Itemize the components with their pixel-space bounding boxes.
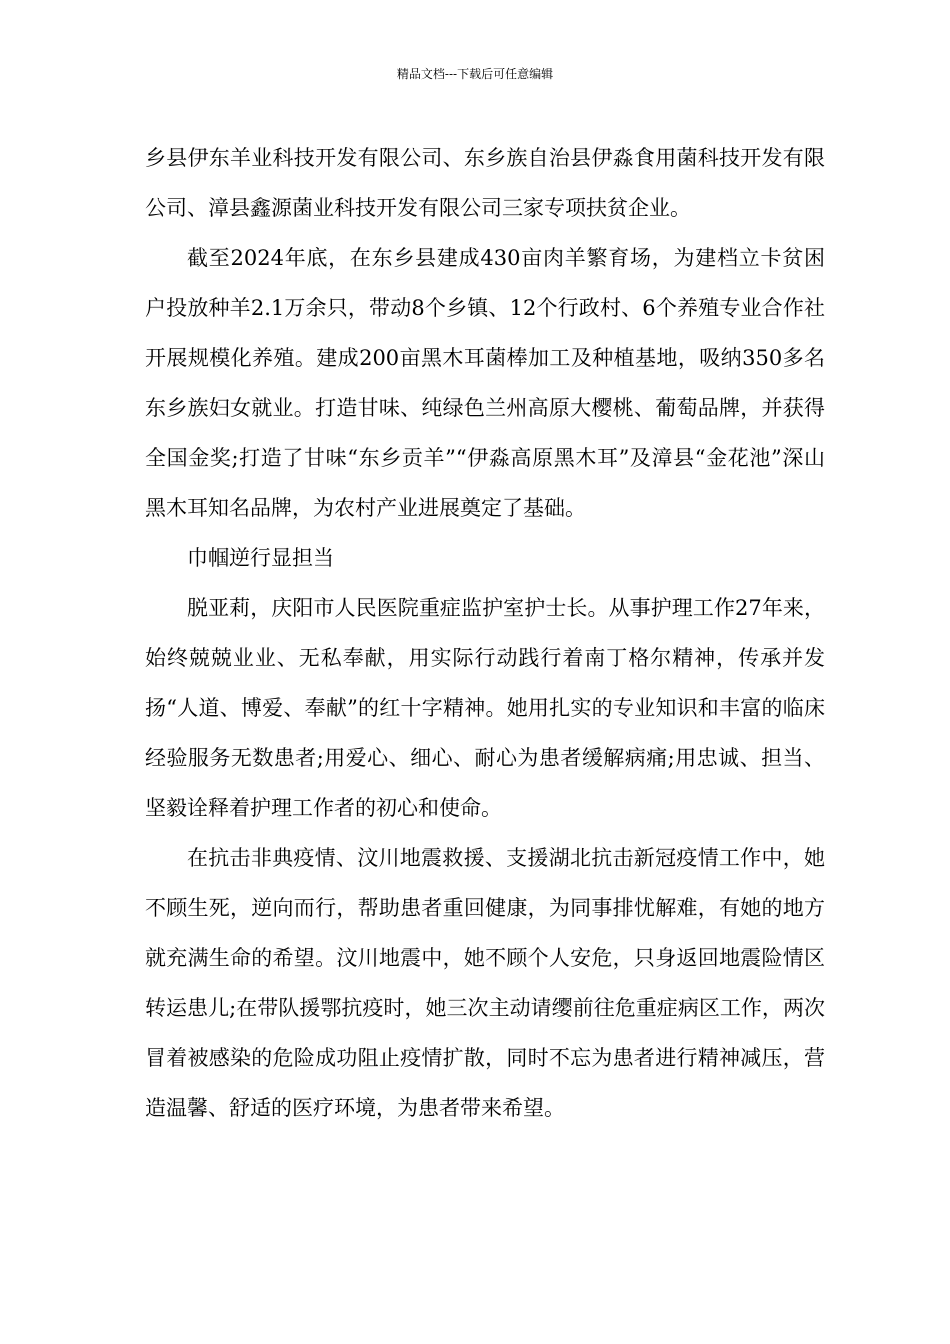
paragraph: 脱亚莉，庆阳市人民医院重症监护室护士长。从事护理工作27年来，始终兢兢业业、无私奉献，用实际行动践行着南丁格尔精神，传承并发扬“人道、博爱、奉献”的红十字精神。她用扎实的专业知识和丰富的临床经验服务无数患者;用爱心、细心、耐心为患者缓解病痛;用忠诚、担当、坚毅诠释着护理工作者的初心和使命。 [145,596,825,820]
document-body [145,133,825,1133]
paragraph: 在抗击非典疫情、汶川地震救援、支援湖北抗击新冠疫情工作中，她不顾生死，逆向而行，帮助患者重回健康，为同事排忧解难，有她的地方就充满生命的希望。汶川地震中，她不顾个人安危，只身返回地震险情区转运患儿;在带队援鄂抗疫时，她三次主动请缨前往危重症病区工作，两次冒着被感染的危险成功阻止疫情扩散，同时不忘为患者进行精神减压，营造温馨、舒适的医疗环境，为患者带来希望。 [145,846,825,1120]
paragraph: 截至2024年底，在东乡县建成430亩肉羊繁育场，为建档立卡贫困户投放种羊2.1万余只，带动8个乡镇、12个行政村、6个养殖专业合作社开展规模化养殖。建成200亩黑木耳菌棒加工及种植基地，吸纳350多名东乡族妇女就业。打造甘味、纯绿色兰州高原大樱桃、葡萄品牌，并获得全国金奖;打造了甘味“东乡贡羊”“伊淼高原黑木耳”及漳县“金花池”深山黑木耳知名品牌，为农村产业进展奠定了基础。 [145,246,825,520]
page-header: 精品文档---下载后可任意编辑 [396,67,554,81]
paragraph-continued: 乡县伊东羊业科技开发有限公司、东乡族自治县伊淼食用菌科技开发有限公司、漳县鑫源菌业科技开发有限公司三家专项扶贫企业。 [145,146,825,220]
section-heading: 巾帼逆行显担当 [187,546,334,570]
